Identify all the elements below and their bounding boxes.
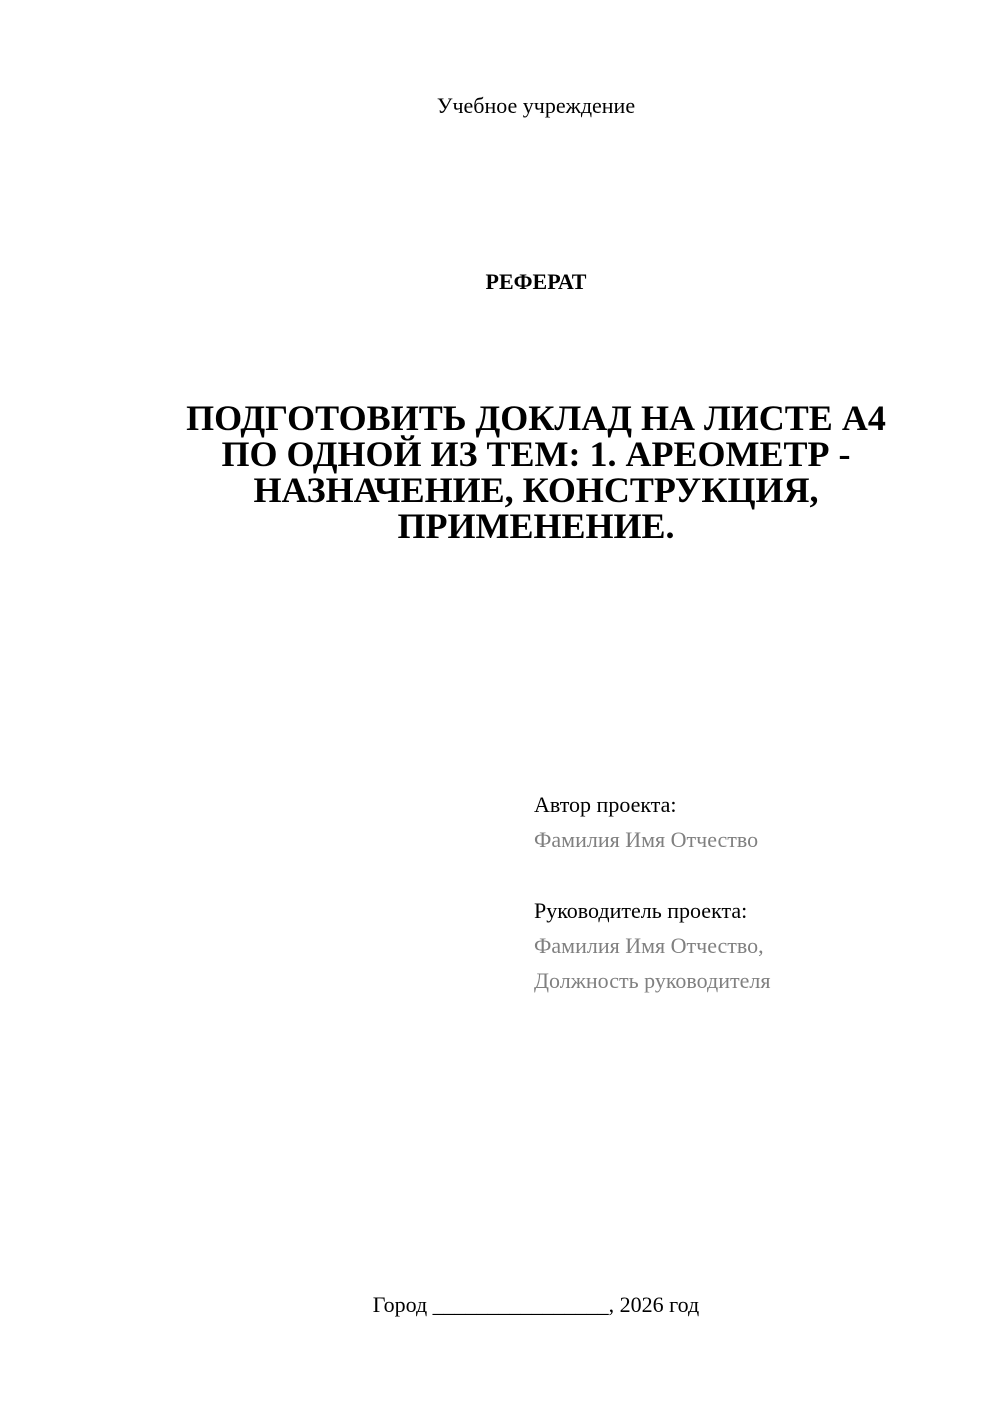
author-block — [534, 787, 954, 857]
title-line-2: ПО ОДНОЙ ИЗ ТЕМ: 1. АРЕОМЕТР - — [221, 434, 851, 474]
author-label: Автор проекта: — [534, 792, 677, 817]
document-title — [140, 400, 932, 544]
institution-name: Учебное учреждение — [436, 93, 636, 118]
title-line-1: ПОДГОТОВИТЬ ДОКЛАД НА ЛИСТЕ А4 — [186, 398, 886, 438]
supervisor-label: Руководитель проекта: — [534, 898, 748, 923]
title-line-4: ПРИМЕНЕНИЕ. — [397, 506, 675, 546]
author-name-placeholder: Фамилия Имя Отчество — [534, 827, 759, 852]
title-line-3: НАЗНАЧЕНИЕ, КОНСТРУКЦИЯ, — [253, 470, 819, 510]
document-type: РЕФЕРАТ — [485, 269, 587, 294]
supervisor-position-placeholder: Должность руководителя — [534, 968, 771, 993]
supervisor-name-placeholder: Фамилия Имя Отчество, — [534, 933, 764, 958]
supervisor-block — [534, 893, 954, 998]
city-year-line: Город ________________, 2026 год — [372, 1292, 700, 1317]
